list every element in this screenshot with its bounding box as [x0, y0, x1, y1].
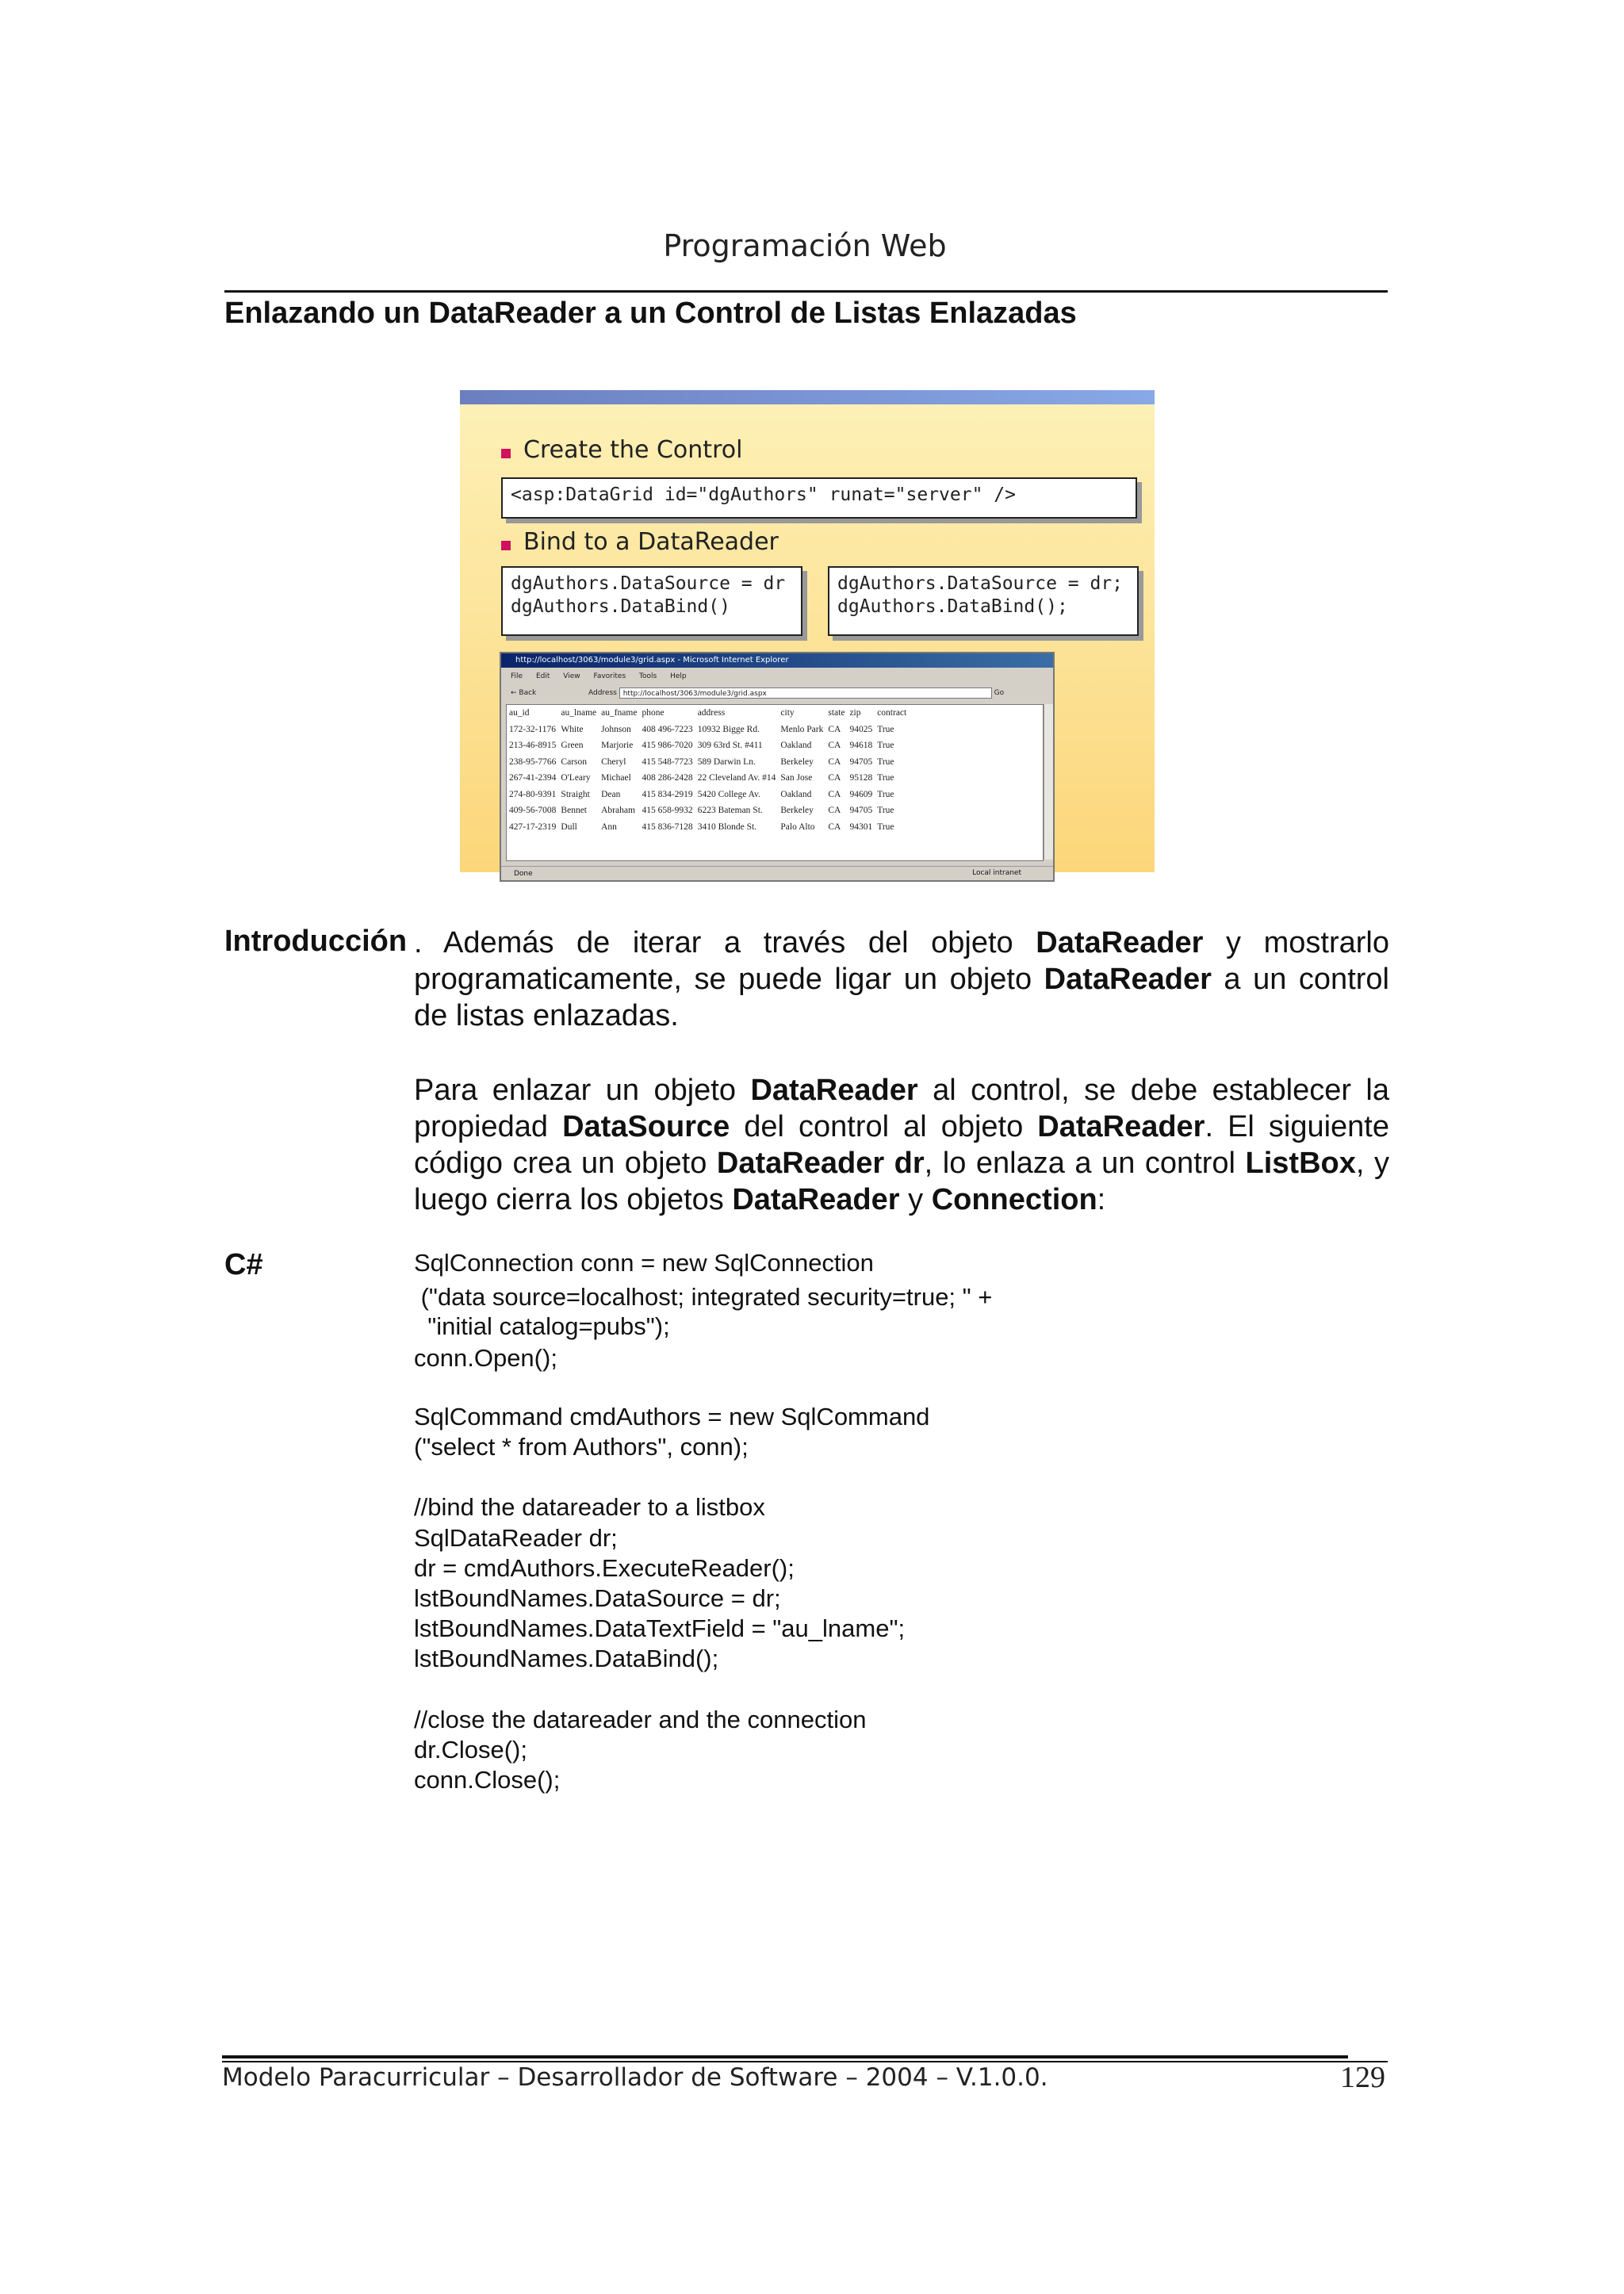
grid-cell: 94618: [849, 741, 873, 751]
bold-term: DataReader: [1036, 926, 1204, 959]
grid-cell: Palo Alto: [780, 821, 815, 832]
back-icon[interactable]: ←: [511, 689, 519, 697]
code-line: "initial catalog=pubs");: [414, 1312, 670, 1340]
grid-cell: Michael: [601, 773, 631, 783]
back-button[interactable]: Back: [519, 689, 537, 697]
grid-header-cell: au_lname: [561, 708, 597, 718]
grid-cell: 409-56-7008: [509, 806, 557, 816]
grid-cell: Dull: [561, 821, 577, 832]
intro-paragraph-2: [414, 1072, 1389, 1218]
page-number: 129: [1340, 2061, 1385, 2094]
grid-cell: White: [561, 724, 584, 734]
bold-term: DataReader: [750, 1074, 918, 1107]
footer-rule: [222, 2055, 1348, 2058]
slide-top-bar: [460, 390, 1155, 404]
menu-item[interactable]: View: [563, 672, 580, 680]
grid-cell: Bennet: [561, 806, 587, 816]
vertical-scrollbar[interactable]: [1044, 704, 1054, 860]
table-row: [507, 819, 909, 836]
grid-cell: True: [877, 724, 894, 734]
bold-term: DataReader: [1037, 1110, 1205, 1143]
bold-term: DataReader dr: [716, 1147, 925, 1180]
footer-text: Modelo Paracurricular – Desarrollador de Software – 2004 – V.1.0.0.: [222, 2063, 1048, 2092]
grid-cell: O'Leary: [561, 773, 591, 783]
text-run: . Además de iterar a través del objeto: [414, 926, 1036, 959]
section-title: Enlazando un DataReader a un Control de Listas Enlazadas: [224, 297, 1077, 330]
text-run: :: [1097, 1183, 1106, 1216]
grid-cell: CA: [828, 773, 841, 783]
grid-cell: Cheryl: [601, 756, 626, 767]
intro-label: Introducción: [224, 925, 408, 958]
menu-item[interactable]: Help: [670, 672, 687, 680]
go-button[interactable]: Go: [994, 689, 1005, 697]
table-row: [507, 737, 909, 754]
grid-cell: CA: [828, 756, 841, 767]
grid-header-cell: city: [780, 708, 795, 718]
grid-header-row: [507, 705, 909, 722]
grid-header-cell: au_fname: [601, 708, 638, 718]
browser-title-bar: http://localhost/3063/module3/grid.aspx - Microsoft Internet Explorer: [501, 653, 1053, 668]
code-box-create: <asp:DataGrid id="dgAuthors" runat="server" />: [501, 477, 1137, 519]
menu-item[interactable]: Edit: [535, 672, 550, 680]
grid-cell: 5420 College Av.: [697, 789, 760, 799]
grid-cell: CA: [828, 806, 841, 816]
grid-cell: 94025: [849, 724, 873, 734]
code-line: dr.Close();: [414, 1736, 527, 1764]
text-run: del control al objeto: [730, 1110, 1038, 1143]
text-run: a un control de listas enlazadas.: [414, 963, 1389, 1032]
grid-cell: 95128: [849, 773, 873, 783]
grid-cell: San Jose: [780, 773, 813, 783]
address-input[interactable]: http://localhost/3063/module3/grid.aspx: [619, 687, 992, 699]
grid-cell: Berkeley: [780, 756, 814, 767]
grid-cell: True: [877, 756, 894, 767]
grid-header-cell: address: [697, 708, 726, 718]
grid-cell: True: [877, 789, 894, 799]
code-line: SqlDataReader dr;: [414, 1524, 618, 1552]
text-run: al control, se debe establecer la propiedad: [414, 1074, 1390, 1143]
grid-header-cell: state: [828, 708, 845, 718]
grid-header-cell: au_id: [509, 708, 530, 718]
grid-cell: True: [877, 806, 894, 816]
grid-cell: Oakland: [780, 741, 812, 751]
bullet-create-control: Create the Control: [523, 436, 743, 464]
code-line: lstBoundNames.DataBind();: [414, 1645, 719, 1672]
bold-term: DataReader: [1044, 963, 1212, 996]
browser-menu-bar: [501, 669, 1053, 684]
text-run: y: [899, 1183, 932, 1216]
code-line: ("select * from Authors", conn);: [414, 1433, 749, 1461]
grid-cell: CA: [828, 789, 841, 799]
grid-cell: 589 Darwin Ln.: [697, 756, 756, 767]
grid-cell: 415 834-2919: [642, 789, 693, 799]
code-line: lstBoundNames.DataTextField = "au_lname";: [414, 1614, 906, 1642]
header-rule: [224, 290, 1388, 293]
text-run: , y luego cierra los objetos: [414, 1147, 1389, 1216]
grid-cell: 94705: [849, 756, 873, 767]
code-line: conn.Close();: [414, 1766, 561, 1794]
table-row: [507, 754, 909, 771]
code-line: SqlCommand cmdAuthors = new SqlCommand: [414, 1403, 930, 1430]
grid-cell: 408 496-7223: [642, 724, 693, 734]
grid-cell: 6223 Bateman St.: [697, 806, 763, 816]
browser-window-screenshot: [500, 652, 1055, 882]
grid-cell: Abraham: [601, 806, 635, 816]
text-run: , lo enlaza a un control: [924, 1147, 1246, 1180]
grid-cell: 94705: [849, 806, 873, 816]
grid-cell: Berkeley: [780, 806, 814, 816]
bold-term: Connection: [931, 1183, 1097, 1216]
grid-cell: CA: [828, 821, 841, 832]
zone-label: Local intranet: [972, 869, 1021, 877]
table-row: [507, 802, 909, 819]
table-row: [507, 770, 909, 787]
grid-cell: 415 548-7723: [642, 756, 693, 767]
grid-cell: Marjorie: [601, 741, 634, 751]
table-row: [507, 787, 909, 803]
bullet-icon: [501, 449, 511, 458]
grid-cell: 309 63rd St. #411: [697, 741, 763, 751]
grid-cell: CA: [828, 724, 841, 734]
grid-cell: Dean: [601, 789, 621, 799]
bold-term: ListBox: [1245, 1147, 1356, 1180]
grid-cell: 267-41-2394: [509, 773, 557, 783]
slide-figure: [460, 390, 1155, 878]
intro-paragraph-1: [414, 925, 1389, 1034]
code-line: ("data source=localhost; integrated security=true; " +: [414, 1283, 993, 1311]
address-bar: [588, 685, 1032, 701]
code-line: conn.Open();: [414, 1344, 557, 1372]
bold-term: DataSource: [562, 1110, 730, 1143]
grid-cell: 408 286-2428: [642, 773, 693, 783]
grid-cell: 94301: [849, 821, 873, 832]
code-box-csharp: dgAuthors.DataSource = dr; dgAuthors.DataBind();: [828, 566, 1139, 636]
grid-cell: 213-46-8915: [509, 741, 557, 751]
text-run: Para enlazar un objeto: [414, 1074, 751, 1107]
grid-cell: True: [877, 821, 894, 832]
grid-cell: Oakland: [780, 789, 812, 799]
code-line: dr = cmdAuthors.ExecuteReader();: [414, 1554, 795, 1582]
footer-rule: [222, 2061, 1388, 2062]
page-header-title: Programación Web: [663, 228, 947, 263]
code-box-vb: dgAuthors.DataSource = dr dgAuthors.DataBind(): [501, 566, 802, 636]
grid-cell: 415 836-7128: [642, 821, 693, 832]
grid-cell: Johnson: [601, 724, 631, 734]
grid-cell: Menlo Park: [780, 724, 824, 734]
grid-cell: True: [877, 741, 894, 751]
bold-term: DataReader: [732, 1183, 900, 1216]
menu-item[interactable]: File: [511, 672, 523, 680]
grid-cell: Carson: [561, 756, 588, 767]
code-line: SqlConnection conn = new SqlConnection: [414, 1249, 874, 1277]
table-row: [507, 722, 909, 738]
grid-cell: 274-80-9391: [509, 789, 557, 799]
menu-item[interactable]: Tools: [639, 672, 657, 680]
grid-cell: 415 658-9932: [642, 806, 693, 816]
code-line: lstBoundNames.DataSource = dr;: [414, 1584, 781, 1612]
grid-header-cell: contract: [877, 708, 907, 718]
grid-cell: 172-32-1176: [509, 724, 556, 734]
grid-cell: True: [877, 773, 894, 783]
grid-cell: 10932 Bigge Rd.: [697, 724, 760, 734]
text-run: y mostrarlo programaticamente, se puede ligar un objeto: [414, 926, 1390, 996]
menu-item[interactable]: Favorites: [593, 672, 626, 680]
grid-cell: 22 Cleveland Av. #14: [697, 773, 776, 783]
status-bar: Done: [501, 866, 1053, 880]
grid-cell: CA: [828, 741, 841, 751]
bullet-bind-datareader: Bind to a DataReader: [523, 528, 779, 556]
language-label: C#: [224, 1248, 263, 1281]
grid-cell: 3410 Blonde St.: [697, 821, 757, 832]
grid-header-cell: zip: [849, 708, 861, 718]
authors-data-grid: [506, 704, 1044, 861]
grid-cell: 94609: [849, 789, 873, 799]
bullet-icon: [501, 541, 511, 550]
text-run: . El siguiente código crea un objeto: [414, 1110, 1389, 1180]
grid-cell: Green: [561, 741, 584, 751]
grid-cell: Straight: [561, 789, 590, 799]
code-comment: //close the datareader and the connection: [414, 1706, 867, 1733]
address-label: Address: [588, 689, 617, 697]
code-comment: //bind the datareader to a listbox: [414, 1493, 765, 1521]
grid-cell: 415 986-7020: [642, 741, 693, 751]
grid-header-cell: phone: [642, 708, 665, 718]
grid-cell: Ann: [601, 821, 617, 832]
grid-cell: 427-17-2319: [509, 821, 557, 832]
grid-cell: 238-95-7766: [509, 756, 557, 767]
